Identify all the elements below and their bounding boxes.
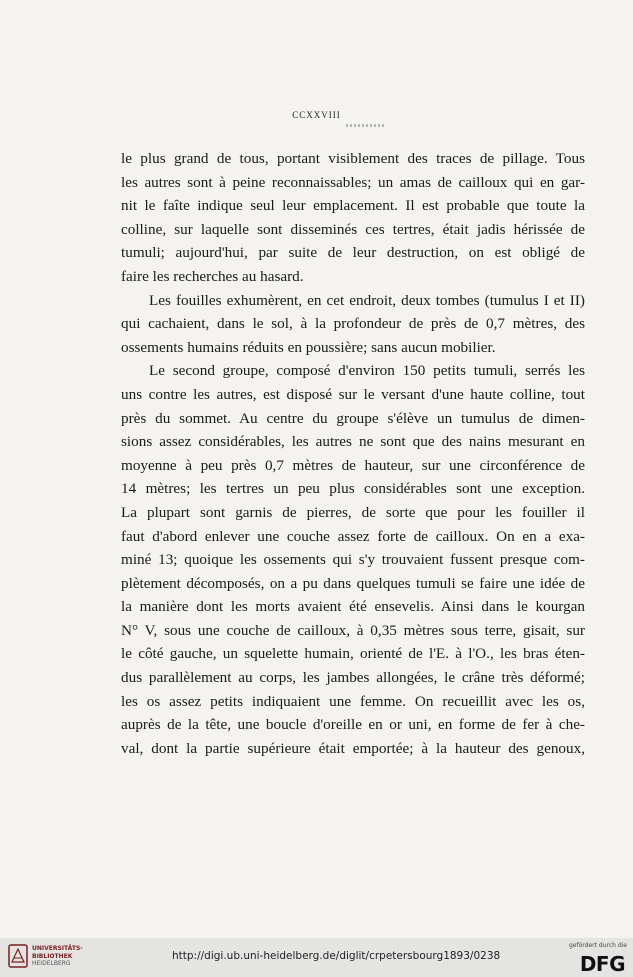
permalink[interactable]: http://digi.ub.uni-heidelberg.de/diglit/crpetersbourg1893/0238: [172, 950, 501, 962]
text-line: Les fouilles exhumèrent, en cet endroit, deux tombes (tumulus I et II): [149, 291, 585, 309]
dfg-logo: DFG: [579, 952, 625, 976]
library-name-line: UNIVERSITÄTS-: [32, 945, 83, 952]
page-number: CCXXVIII: [292, 110, 341, 120]
body-text: [121, 147, 585, 760]
text-line: moyenne à peu près 0,7 mètres de hauteur, sur une circonférence de: [121, 456, 585, 474]
text-line: uns contre les autres, est disposé sur le versant d'une haute colline, tout: [121, 385, 585, 403]
text-line: plètement décomposés, on a pu dans quelques tumuli se faire une idée de: [121, 574, 585, 592]
library-name-line: HEIDELBERG: [32, 960, 71, 967]
text-line: N° V, sous une couche de cailloux, à 0,35 mètres sous terre, gisait, sur: [121, 621, 585, 639]
text-line: sions assez considérables, les autres ne sont que des nains mesurant en: [121, 433, 585, 451]
text-line: le côté gauche, un squelette humain, orienté de l'E. à l'O., les bras éten-: [121, 645, 585, 663]
text-line: près du sommet. Au centre du groupe s'élève un tumulus de dimen-: [121, 409, 585, 427]
library-name: [32, 945, 83, 968]
university-seal-icon: [8, 944, 28, 968]
funded-by-label: gefördert durch die: [569, 942, 627, 949]
text-line: les autres sont à peine reconnaissables; un amas de cailloux qui en gar-: [121, 173, 585, 191]
text-line: colline, sur laquelle sont disseminés ces tertres, était jadis hérissée de: [121, 220, 585, 238]
text-line: qui cachaient, dans le sol, à la profondeur de près de 0,7 mètres, des: [121, 315, 585, 333]
page-number-underline: [346, 124, 386, 127]
text-line: val, dont la partie supérieure était emportée; à la hauteur des genoux,: [121, 739, 585, 757]
text-line: La plupart sont garnis de pierres, de sorte que pour les fouiller il: [121, 503, 585, 521]
text-line: Le second groupe, composé d'environ 150 petits tumuli, serrés les: [149, 362, 585, 380]
text-line: faire les recherches au hasard.: [121, 267, 304, 285]
text-line: auprès de la tête, une boucle d'oreille en or uni, en forme de fer à che-: [121, 716, 585, 734]
library-name-line: BIBLIOTHEK: [32, 952, 73, 960]
footer-bar: [0, 938, 633, 977]
text-line: les os assez petits indiquaient une femme. On recueillit avec les os,: [121, 692, 585, 710]
text-line: dus parallèlement au corps, les jambes allongées, le crâne très déformé;: [121, 669, 585, 687]
text-line: la manière dont les morts avaient été ensevelis. Ainsi dans le kourgan: [121, 598, 585, 616]
text-line: nit le faîte indique seul leur emplacement. Il est probable que toute la: [121, 197, 585, 215]
text-line: 14 mètres; les tertres un peu plus considérables sont une exception.: [121, 480, 585, 498]
text-line: le plus grand de tous, portant visiblement des traces de pillage. Tous: [121, 150, 585, 167]
text-line: tumuli; aujourd'hui, par suite de leur destruction, on est obligé de: [121, 244, 585, 262]
text-line: miné 13; quoique les ossements qui s'y trouvaient fussent presque com-: [121, 551, 585, 569]
text-line: faut d'abord enlever une couche assez forte de cailloux. On en a exa-: [121, 527, 585, 545]
text-line: ossements humains réduits en poussière; sans aucun mobilier.: [121, 338, 496, 356]
